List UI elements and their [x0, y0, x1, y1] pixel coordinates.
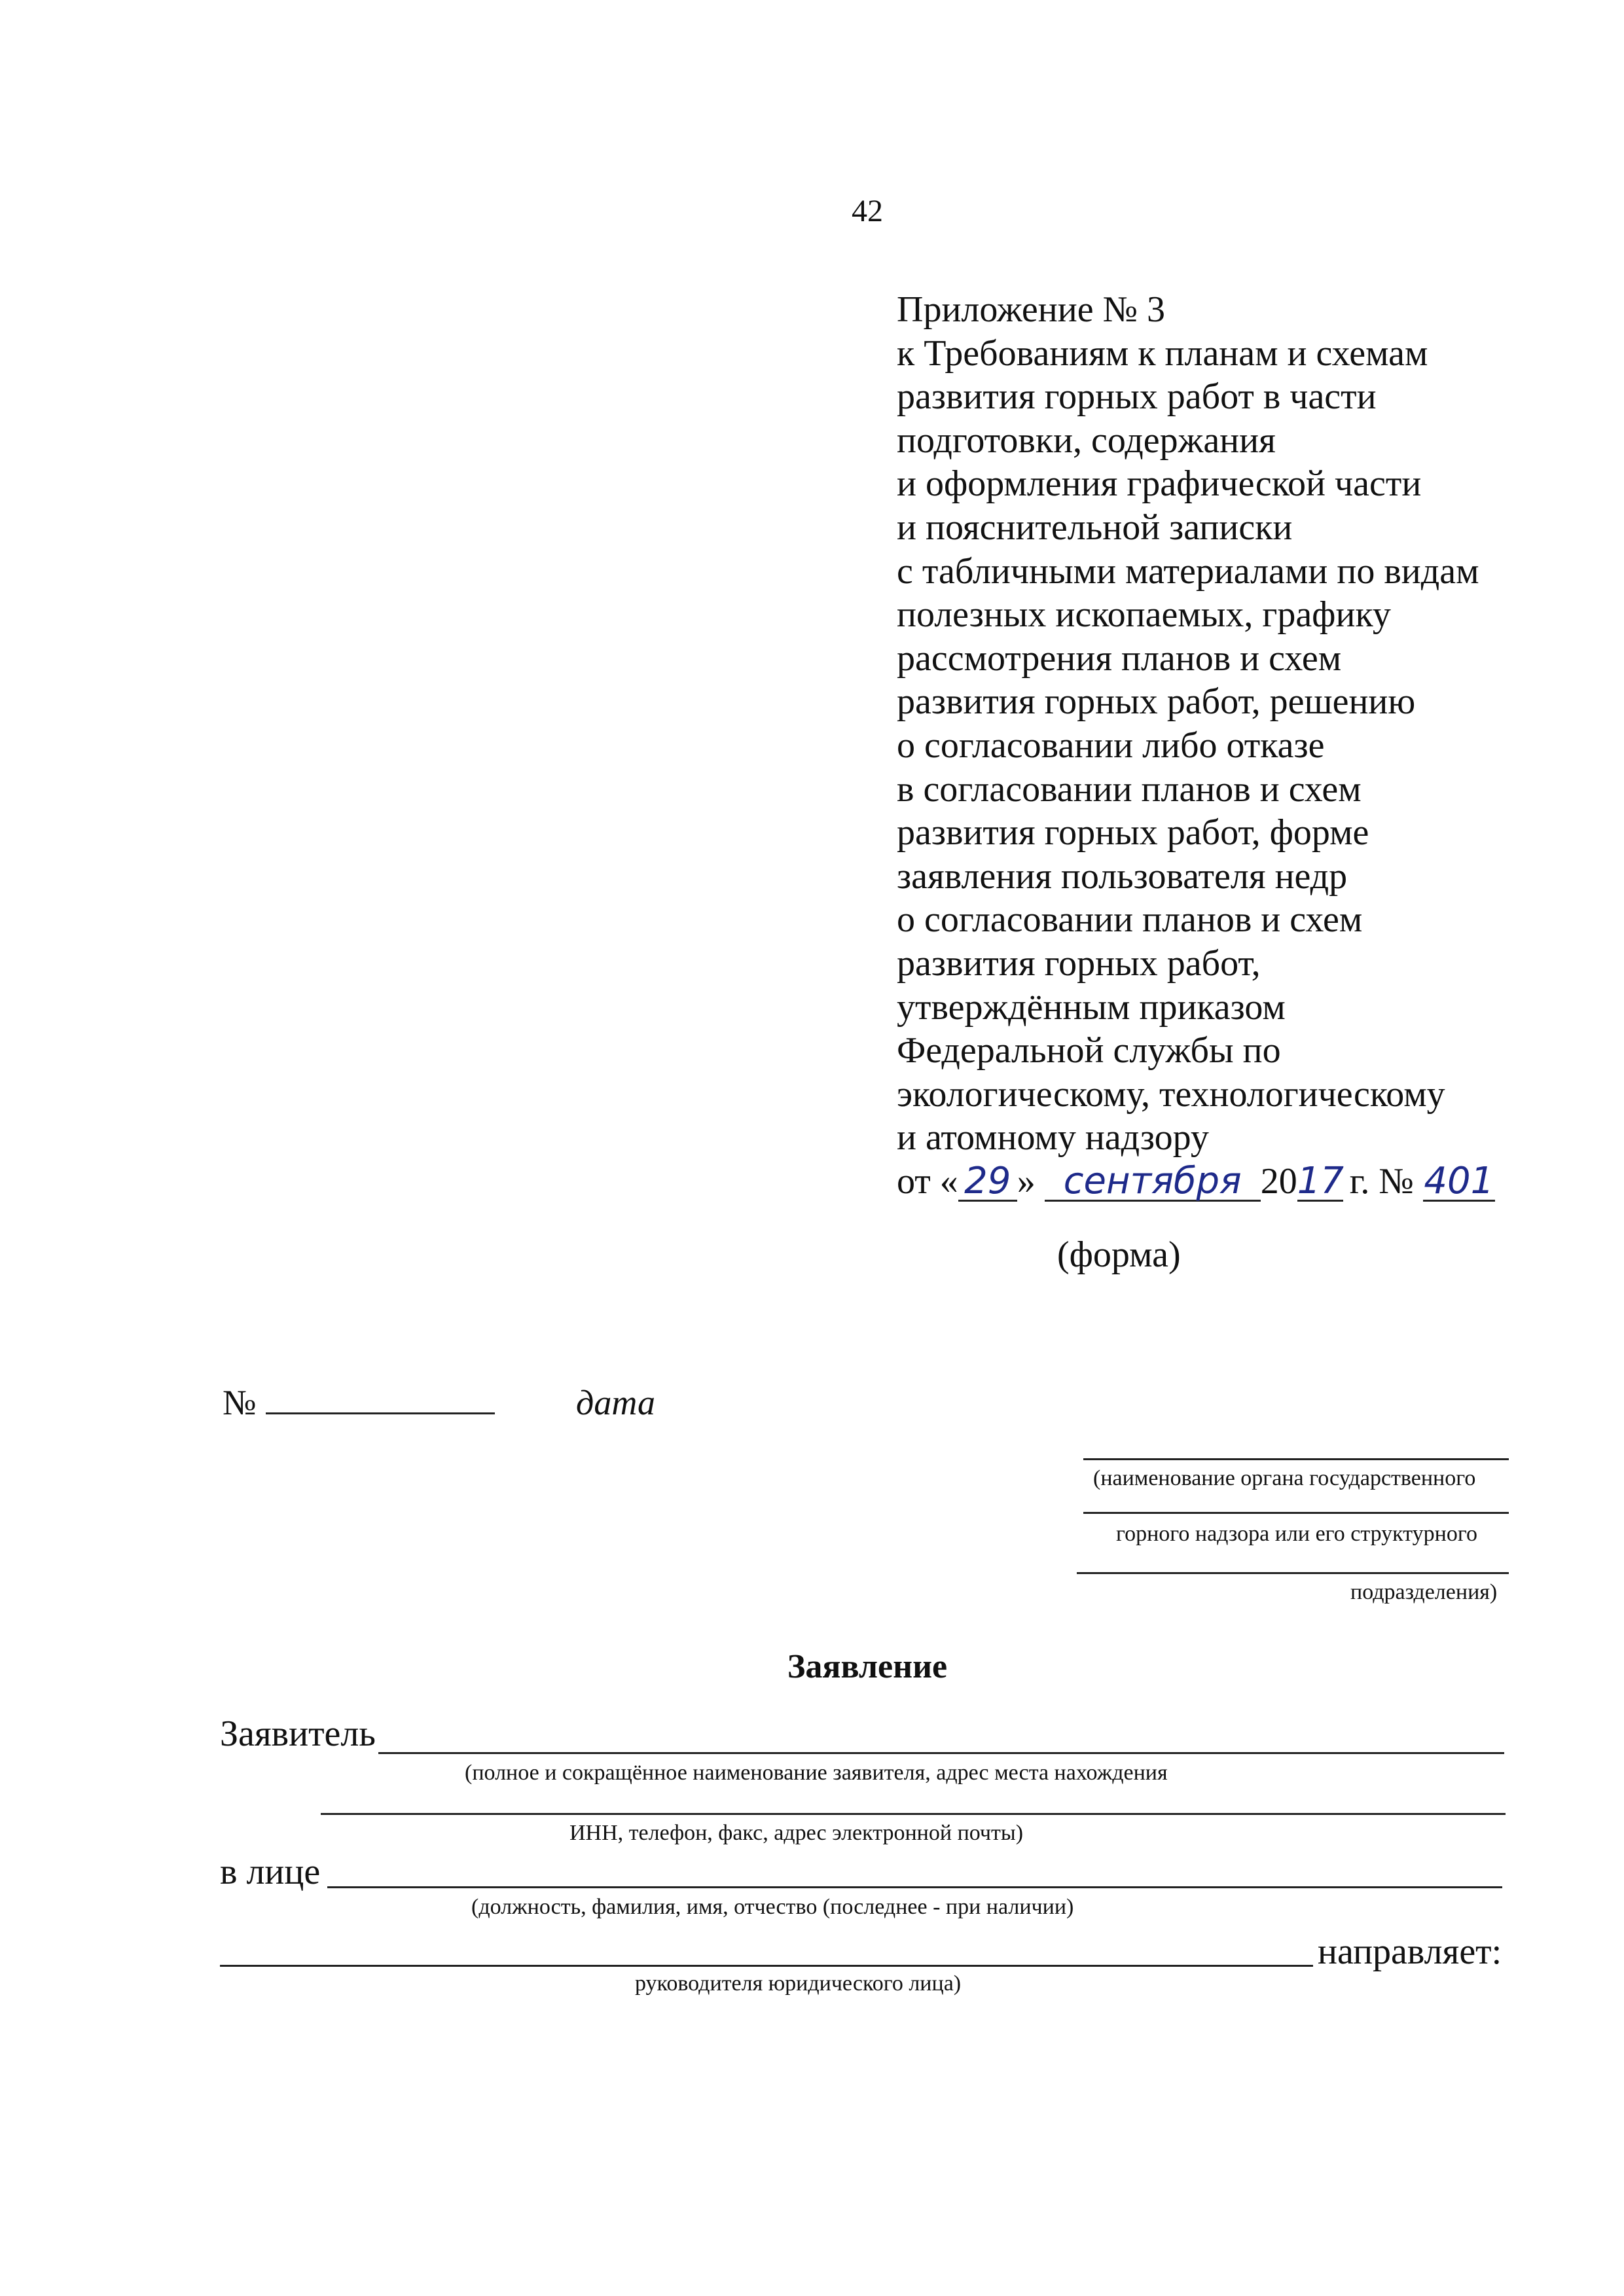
appendix-line: подготовки, содержания	[897, 420, 1276, 461]
page-number: 42	[852, 194, 883, 228]
order-date-prefix: от «	[897, 1160, 958, 1202]
authority-line-1[interactable]	[1083, 1458, 1509, 1460]
appendix-line: Приложение № 3	[897, 289, 1165, 330]
person-line[interactable]	[327, 1886, 1502, 1888]
person-caption-2: руководителя юридического лица)	[635, 1971, 962, 1996]
order-date-line	[897, 1160, 1495, 1204]
order-month-handwritten: сентября	[1045, 1163, 1261, 1202]
appendix-line: утверждённым приказом	[897, 986, 1286, 1028]
sends-label: направляет:	[1318, 1931, 1502, 1972]
appendix-line: о согласовании либо отказе	[897, 725, 1325, 766]
order-year-handwritten: 17	[1297, 1159, 1344, 1202]
appendix-line: развития горных работ, решению	[897, 681, 1416, 723]
appendix-line: полезных ископаемых, графику	[897, 594, 1391, 636]
person-line-2[interactable]	[220, 1965, 1313, 1967]
appendix-line: с табличными материалами по видам	[897, 550, 1479, 592]
statement-title: Заявление	[787, 1648, 948, 1685]
appendix-line: развития горных работ в части	[897, 376, 1377, 418]
appendix-line: о согласовании планов и схем	[897, 899, 1363, 941]
appendix-line: в согласовании планов и схем	[897, 768, 1362, 810]
authority-caption-3: подразделения)	[1350, 1580, 1498, 1604]
applicant-line-1[interactable]	[378, 1752, 1504, 1754]
appendix-line: и оформления графической части	[897, 463, 1422, 505]
applicant-label: Заявитель	[220, 1713, 376, 1754]
appendix-line: Федеральной службы по	[897, 1030, 1281, 1071]
appendix-line: рассмотрения планов и схем	[897, 637, 1342, 679]
appendix-header	[897, 288, 1495, 1203]
authority-line-3[interactable]	[1077, 1572, 1509, 1574]
appendix-line: развития горных работ,	[897, 942, 1261, 984]
number-label: №	[223, 1383, 257, 1422]
form-label: (форма)	[1057, 1234, 1181, 1275]
person-caption-1: (должность, фамилия, имя, отчество (последнее - при наличии)	[471, 1895, 1074, 1919]
appendix-line: к Требованиям к планам и схемам	[897, 332, 1428, 374]
appendix-line: развития горных работ, форме	[897, 812, 1369, 853]
order-day-handwritten: 29	[958, 1163, 1017, 1202]
order-number-handwritten: 401	[1424, 1159, 1494, 1202]
number-field	[223, 1382, 495, 1423]
appendix-line: и атомному надзору	[897, 1117, 1209, 1158]
authority-caption-2: горного надзора или его структурного	[1116, 1522, 1477, 1546]
appendix-line: и пояснительной записки	[897, 507, 1293, 548]
person-label: в лице	[220, 1852, 321, 1892]
order-date-mid: »	[1017, 1160, 1045, 1202]
authority-line-2[interactable]	[1083, 1512, 1509, 1514]
appendix-line: заявления пользователя недр	[897, 855, 1348, 897]
applicant-line-2[interactable]	[321, 1813, 1506, 1815]
applicant-caption-2: ИНН, телефон, факс, адрес электронной почты)	[569, 1821, 1024, 1845]
authority-caption-1: (наименование органа государственного	[1093, 1466, 1476, 1490]
applicant-caption-1: (полное и сокращённое наименование заявителя, адрес места нахождения	[465, 1761, 1168, 1785]
order-year-prefix: 20	[1260, 1160, 1297, 1202]
appendix-line: экологическому, технологическому	[897, 1073, 1445, 1115]
order-number-label: г. №	[1349, 1160, 1414, 1202]
number-blank-line[interactable]	[266, 1382, 495, 1414]
date-label: дата	[576, 1383, 655, 1422]
